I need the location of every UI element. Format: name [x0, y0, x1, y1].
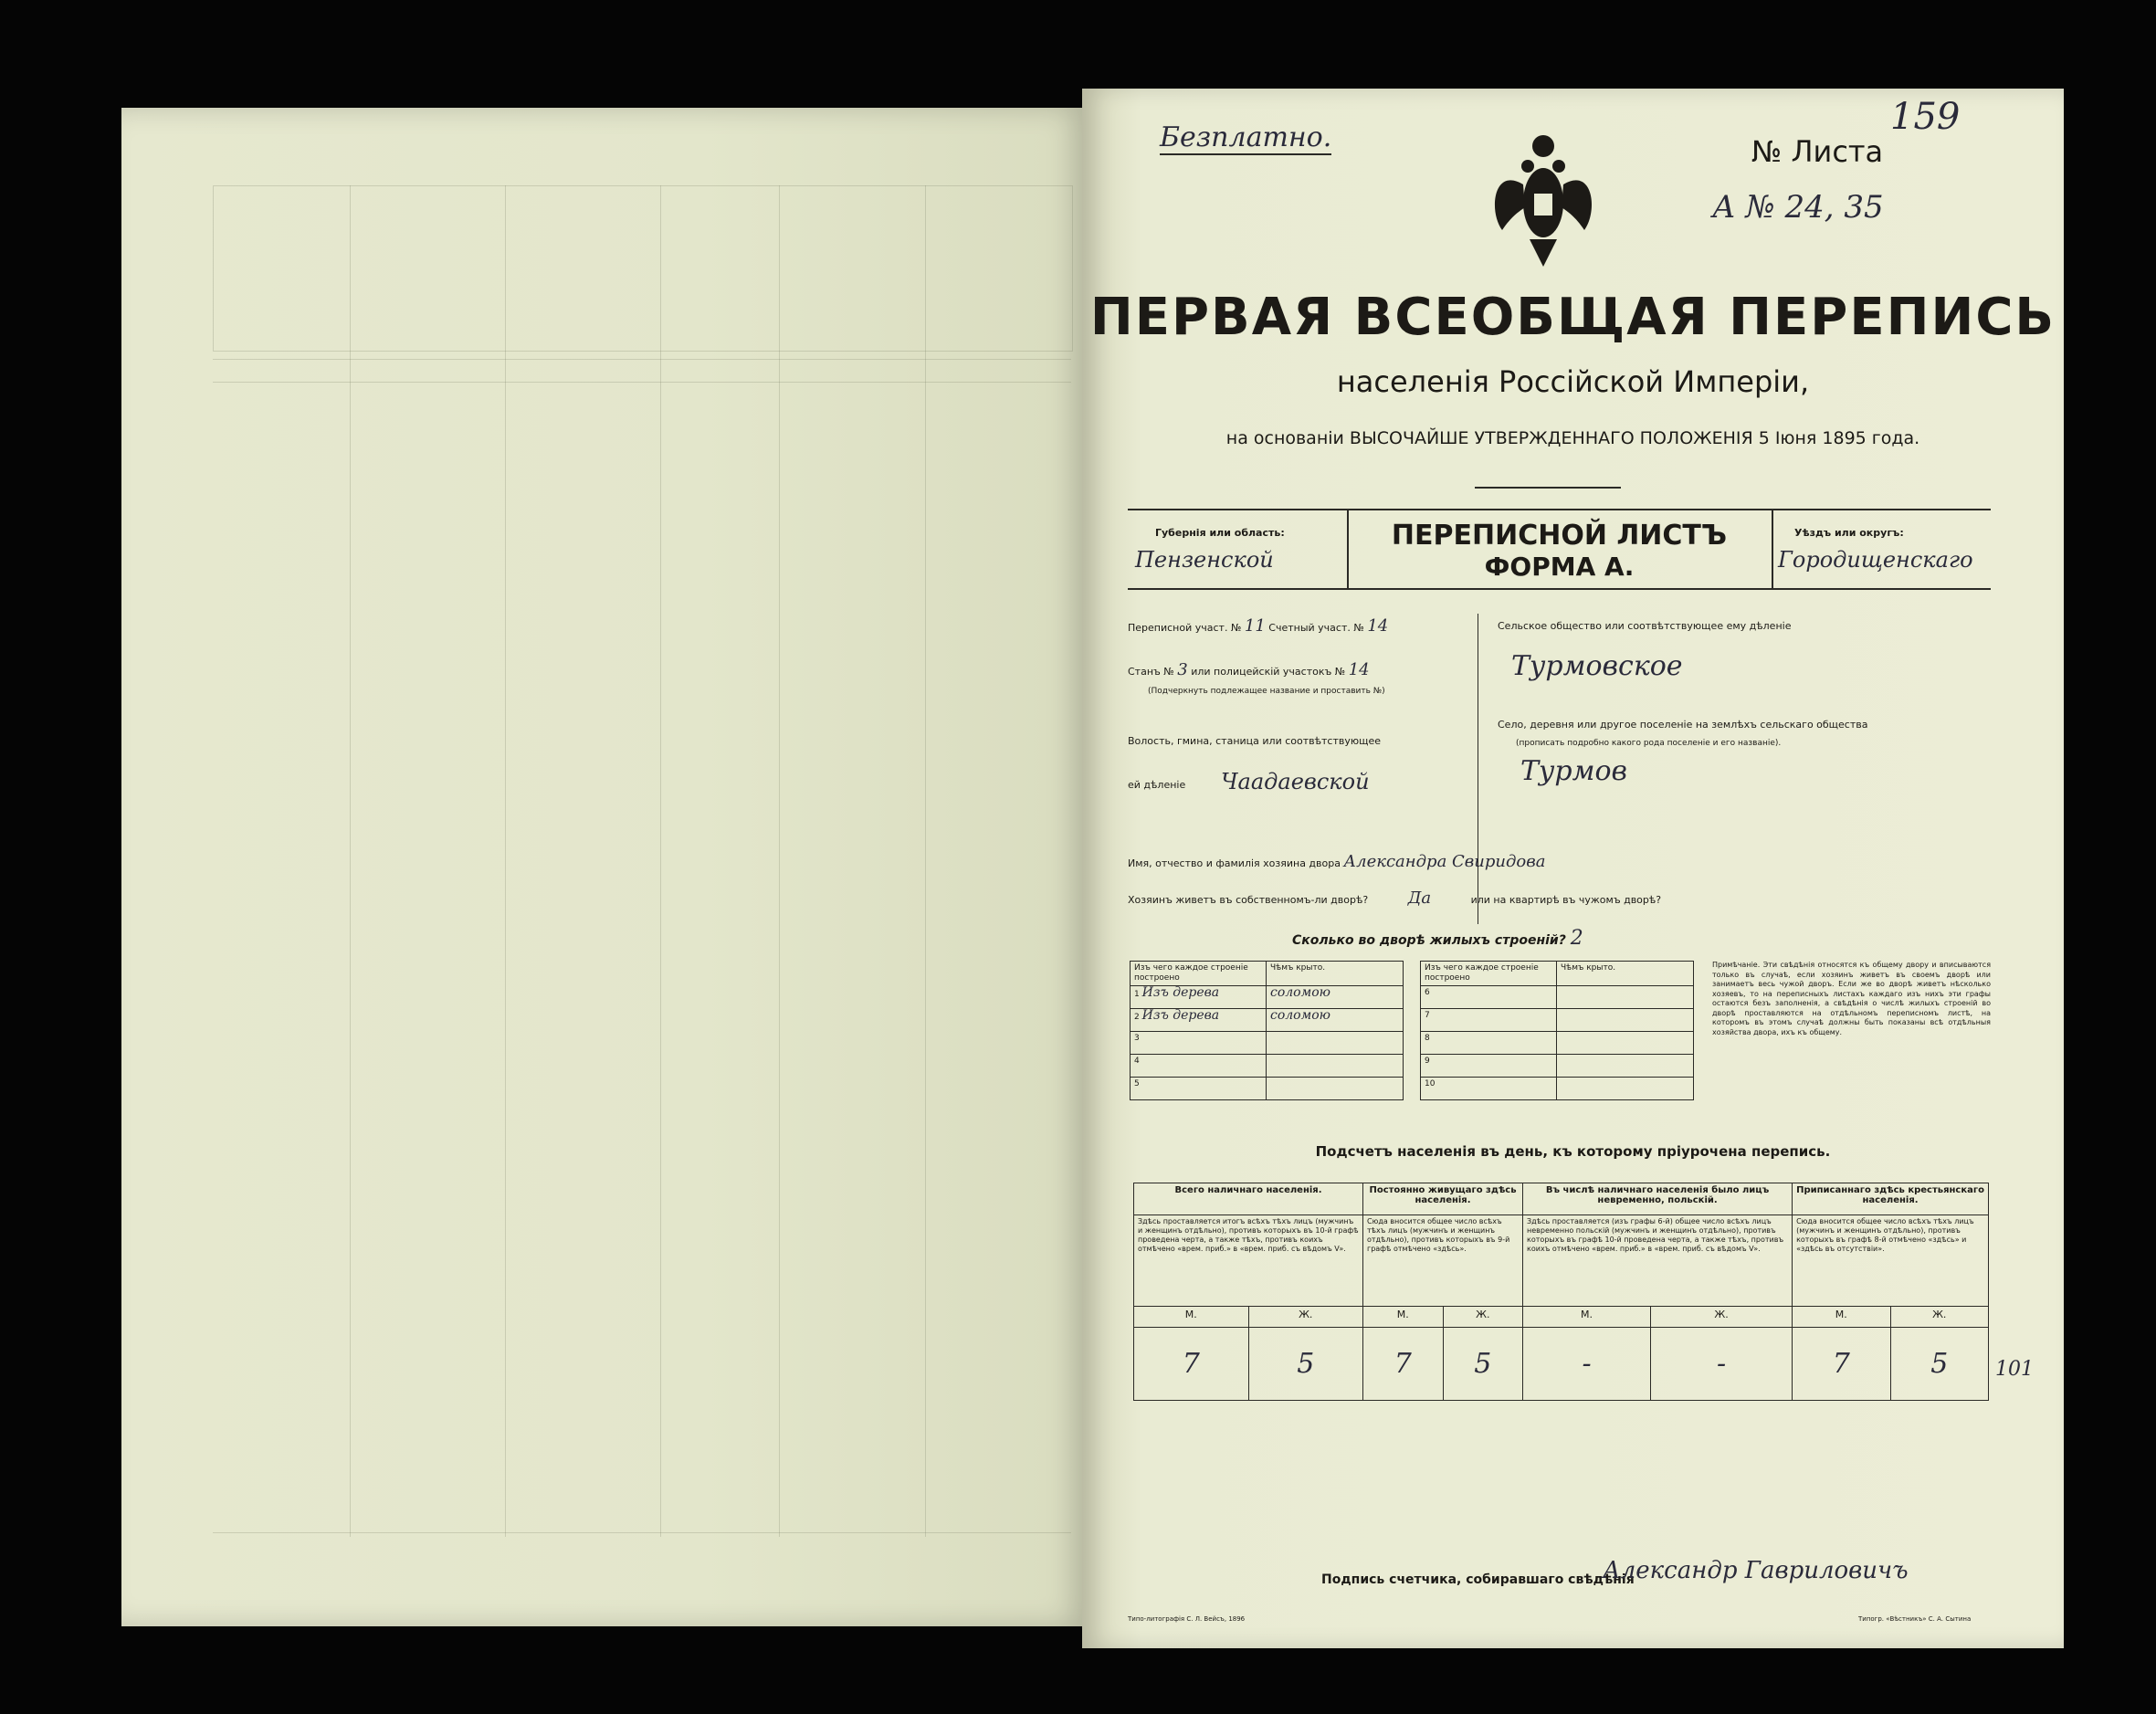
- ghost-column: [660, 185, 661, 1537]
- buildings-label: Сколько во дворѣ жилыхъ строеній?: [1292, 933, 1566, 948]
- pop-m-1: М.: [1134, 1307, 1249, 1328]
- building-row-1: 1 Изъ дерева: [1131, 986, 1267, 1009]
- counting-district-label: Счетный участ. №: [1268, 622, 1364, 634]
- sheet-number-label: № Листа: [1751, 134, 1884, 169]
- pop-f-2: Ж.: [1443, 1307, 1523, 1328]
- pop-value-registered-f: 5: [1890, 1328, 1989, 1401]
- signature-value: Александр Гавриловичъ: [1603, 1557, 1909, 1584]
- building-roof-6: [1557, 986, 1694, 1009]
- ghost-rule: [213, 382, 1071, 383]
- ghost-rule: [213, 359, 1071, 360]
- building-row-6: 6: [1421, 986, 1557, 1009]
- buildings-col-roof-2: Чѣмъ крыто.: [1557, 962, 1694, 986]
- pop-header-registered: Приписаннаго здѣсь крестьянскаго населенія.: [1793, 1183, 1989, 1215]
- pop-header-total: Всего наличнаго населенія.: [1134, 1183, 1363, 1215]
- left-page: [121, 108, 1089, 1626]
- pop-value-total-m: 7: [1134, 1328, 1249, 1401]
- owner-lives-label: Хозяинъ живетъ въ собственномъ-ли дворѣ?: [1128, 894, 1369, 906]
- buildings-col-roof: Чѣмъ крыто.: [1267, 962, 1404, 986]
- side-mark: 101: [1995, 1358, 2034, 1381]
- form-name: ФОРМА А.: [1484, 552, 1635, 582]
- form-header-box: [1128, 509, 1991, 590]
- free-label: Безплатно.: [1160, 121, 1332, 153]
- village-value: Турмов: [1520, 755, 1628, 787]
- folio-number: 159: [1890, 96, 1961, 138]
- imperial-eagle-emblem: [1484, 130, 1603, 276]
- building-row-8: 8: [1421, 1032, 1557, 1055]
- society-value: Турмовское: [1511, 650, 1683, 682]
- buildings-note: Примѣчаніе. Эти свѣдѣнія относятся къ общему двору и вписываются только въ случаѣ, если хозяинъ живетъ въ своемъ дворѣ или занимаетъ весь чужой дворъ. Если же во дворѣ живетъ нѣсколько хозяевъ, то на переписныхъ листахъ каждаго изъ нихъ эти графы остаются безъ заполненія, а свѣдѣнія о числѣ жилыхъ строеній во дворѣ проставляются на отдѣльномъ переписномъ листѣ, на которомъ въ этомъ случаѣ должны быть показаны всѣ отдѣльныя хозяйства двора, ихъ къ общему.: [1712, 961, 1991, 1036]
- building-roof-3: [1267, 1032, 1404, 1055]
- census-title: ПЕРВАЯ ВСЕОБЩАЯ ПЕРЕПИСЬ: [1089, 288, 2056, 347]
- building-row-7: 7: [1421, 1009, 1557, 1032]
- society-label: Сельское общество или соотвѣтствующее ему дѣленіе: [1498, 620, 1792, 632]
- pop-value-temporary-m: -: [1523, 1328, 1651, 1401]
- pop-instruction-3: Здѣсь проставляется (изъ графы 6-й) общее число всѣхъ лицъ невременно польскій (мужчинъ и женщинъ отдѣльно), противъ которыхъ въ графѣ 10-й проведена черта, а также тѣхъ, противъ коихъ отмѣчено «врем. приб.» в «врем. приб. съ вѣдомъ V».: [1523, 1215, 1793, 1307]
- counting-district-value: 14: [1367, 616, 1389, 636]
- pop-instruction-1: Здѣсь проставляется итогъ всѣхъ тѣхъ лицъ (мужчинъ и женщинъ отдѣльно), противъ которыхъ въ 10-й графѣ проведена черта, а также тѣхъ, противъ коихъ отмѣчено «врем. приб.» в «врем. приб. съ вѣдомъ V».: [1134, 1215, 1363, 1307]
- volost-value: Чаадаевской: [1221, 769, 1370, 794]
- owner-value: Александра Свиридова: [1343, 852, 1546, 871]
- archive-reference: А № 24, 35: [1712, 189, 1884, 226]
- footer-left: Типо-литографія С. Л. Вейсъ, 1896: [1128, 1615, 1246, 1623]
- stan-label: Станъ №: [1128, 666, 1174, 678]
- village-note: (прописать подробно какого рода поселеніе и его названіе).: [1516, 739, 1782, 748]
- buildings-col-material: Изъ чего каждое строеніе построено: [1131, 962, 1267, 986]
- pop-f-3: Ж.: [1651, 1307, 1793, 1328]
- building-roof-8: [1557, 1032, 1694, 1055]
- building-row-9: 9: [1421, 1055, 1557, 1078]
- apartment-label: или на квартирѣ въ чужомъ дворѣ?: [1470, 894, 1662, 906]
- village-label: Село, деревня или другое поселеніе на землѣхъ сельскаго общества: [1498, 719, 1868, 731]
- building-row-5: 5: [1131, 1078, 1267, 1100]
- pop-value-permanent-f: 5: [1443, 1328, 1523, 1401]
- building-row-10: 10: [1421, 1078, 1557, 1100]
- building-roof-7: [1557, 1009, 1694, 1032]
- province-value: Пензенской: [1135, 547, 1274, 573]
- buildings-table-right: [1420, 961, 1694, 1100]
- census-district-value: 11: [1244, 616, 1266, 636]
- ghost-rule: [213, 1532, 1071, 1533]
- buildings-table-left: [1130, 961, 1404, 1100]
- building-roof-1: соломою: [1267, 986, 1404, 1009]
- building-roof-2: соломою: [1267, 1009, 1404, 1032]
- pop-value-temporary-f: -: [1651, 1328, 1793, 1401]
- signature-label: Подпись счетчика, собиравшаго свѣдѣнія: [1321, 1572, 1635, 1587]
- owner-row: [1128, 852, 1546, 871]
- owner-lives-value: Да: [1407, 889, 1432, 908]
- province-label: Губернія или область:: [1155, 527, 1285, 539]
- pop-m-4: М.: [1793, 1307, 1890, 1328]
- district-value: Городищенскаго: [1778, 547, 1973, 573]
- ghost-column: [779, 185, 780, 1537]
- form-title: ПЕРЕПИСНОЙ ЛИСТЪ: [1391, 520, 1728, 552]
- census-form-page: [1082, 89, 2064, 1648]
- pop-value-total-f: 5: [1248, 1328, 1363, 1401]
- footer-right: Типогр. «Вѣстникъ» С. А. Сытина: [1858, 1615, 1972, 1623]
- buildings-row: [1292, 927, 1583, 950]
- building-row-3: 3: [1131, 1032, 1267, 1055]
- pop-f-4: Ж.: [1890, 1307, 1989, 1328]
- census-district-row: [1128, 616, 1389, 636]
- owner-label: Имя, отчество и фамилія хозяина двора: [1128, 857, 1341, 869]
- census-subtitle: населенія Россійской Имперіи,: [1336, 364, 1810, 399]
- pop-value-permanent-m: 7: [1363, 1328, 1444, 1401]
- police-district-label: или полицейскій участокъ №: [1191, 666, 1346, 678]
- building-row-4: 4: [1131, 1055, 1267, 1078]
- building-roof-5: [1267, 1078, 1404, 1100]
- population-caption: Подсчетъ населенія въ день, къ которому пріурочена перепись.: [1315, 1143, 1831, 1160]
- pop-header-temporary: Въ числѣ наличнаго населенія было лицъ невременно, польскій.: [1523, 1183, 1793, 1215]
- buildings-value: 2: [1570, 927, 1583, 950]
- stan-row: [1128, 660, 1370, 679]
- volost-label-2: ей дѣленіе: [1128, 779, 1186, 791]
- pop-header-permanent: Постоянно живущаго здѣсь населенія.: [1363, 1183, 1523, 1215]
- owner-lives-row: [1128, 889, 1662, 908]
- census-district-label: Переписной участ. №: [1128, 622, 1242, 634]
- building-roof-9: [1557, 1055, 1694, 1078]
- ornament-divider: [1475, 487, 1621, 489]
- pop-instruction-2: Сюда вносится общее число всѣхъ тѣхъ лицъ (мужчинъ и женщинъ отдѣльно), противъ которыхъ въ 9-й графѣ отмѣчено «здѣсь».: [1363, 1215, 1523, 1307]
- pop-value-registered-m: 7: [1793, 1328, 1890, 1401]
- pop-f-1: Ж.: [1248, 1307, 1363, 1328]
- volost-label: Волость, гмина, станица или соотвѣтствующее: [1128, 735, 1382, 747]
- building-roof-10: [1557, 1078, 1694, 1100]
- ghost-table: [213, 185, 1073, 352]
- population-table: [1133, 1183, 1989, 1401]
- ghost-column: [350, 185, 351, 1537]
- pop-instruction-4: Сюда вносится общее число всѣхъ тѣхъ лицъ (мужчинъ и женщинъ отдѣльно), противъ которыхъ въ графѣ 8-й отмѣчено «здѣсь» и «здѣсь въ отсутствіи».: [1793, 1215, 1989, 1307]
- legal-basis: на основаніи ВЫСОЧАЙШЕ УТВЕРЖДЕННАГО ПОЛОЖЕНІЯ 5 Іюня 1895 года.: [1225, 428, 1920, 448]
- ghost-column: [925, 185, 926, 1537]
- ghost-column: [505, 185, 506, 1537]
- district-label: Уѣздъ или округъ:: [1794, 527, 1904, 539]
- pop-m-3: М.: [1523, 1307, 1651, 1328]
- building-roof-4: [1267, 1055, 1404, 1078]
- police-district-value: 14: [1348, 660, 1370, 679]
- underline-note: (Подчеркнуть подлежащее название и проставить №): [1148, 687, 1385, 696]
- form-box-divider: [1772, 510, 1773, 588]
- stan-value: 3: [1177, 660, 1188, 679]
- building-row-2: 2 Изъ дерева: [1131, 1009, 1267, 1032]
- buildings-col-material-2: Изъ чего каждое строеніе построено: [1421, 962, 1557, 986]
- pop-m-2: М.: [1363, 1307, 1444, 1328]
